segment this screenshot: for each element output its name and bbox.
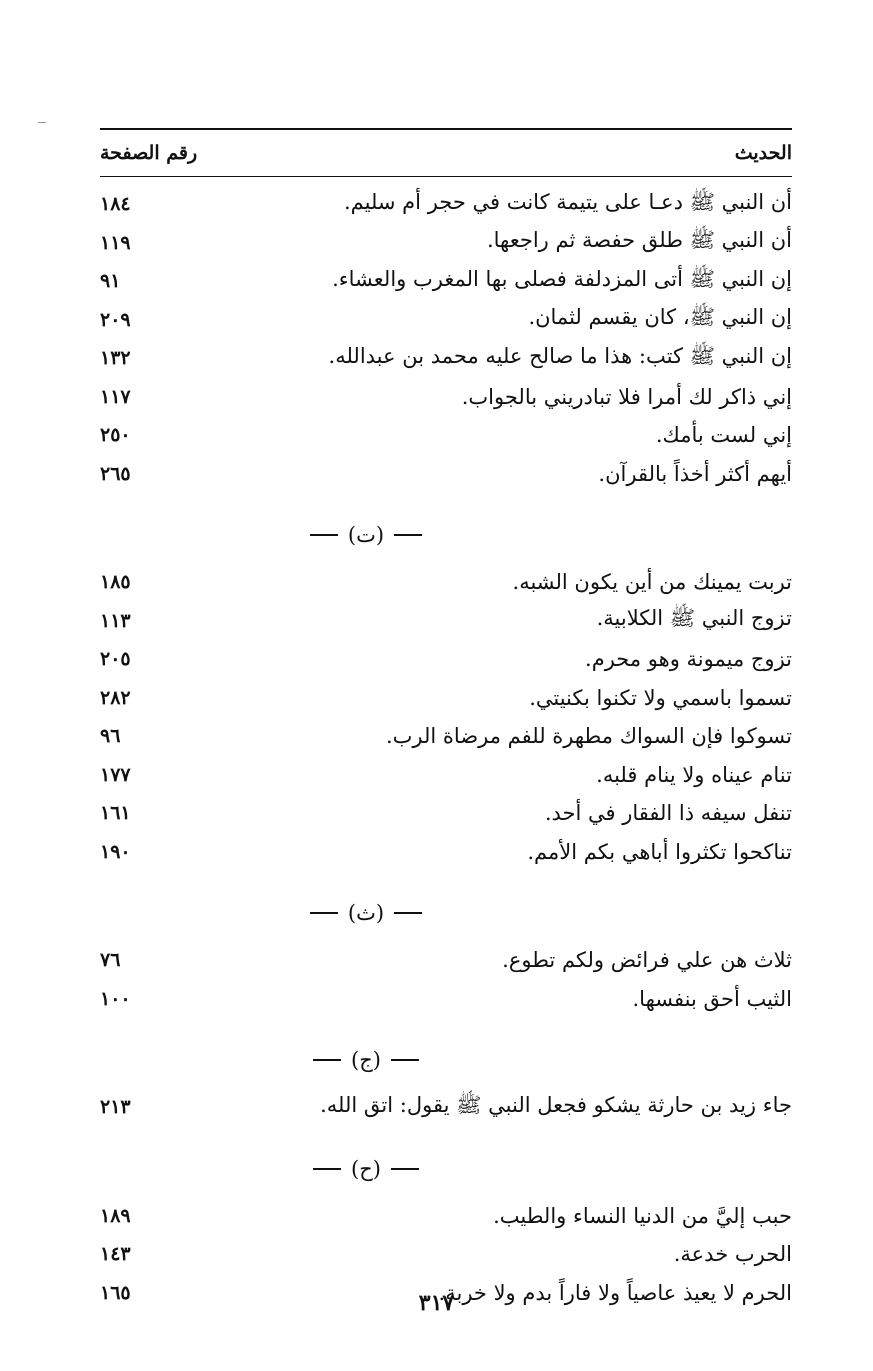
page-ref: ٧٦: [100, 949, 121, 972]
hadith-text: ثلاث هن علي فرائض ولكم تطوع.: [502, 948, 792, 973]
index-row: [100, 980, 792, 1019]
dash-mark: [394, 534, 422, 536]
section-letter: (ث): [347, 901, 385, 925]
section-letter: (ح): [351, 1156, 381, 1181]
index-row: [100, 794, 792, 833]
index-row: [100, 224, 792, 263]
hadith-text: جاء زيد بن حارثة يشكو فجعل النبي ﷺ يقول: اتق الله.: [320, 1092, 792, 1117]
page-ref: ١١٧: [100, 385, 131, 408]
index-row: [100, 339, 792, 378]
page-ref: ١٤٣: [100, 1243, 131, 1266]
index-row: [100, 602, 792, 641]
dash-mark: [310, 534, 338, 536]
page-ref: ١٦١: [100, 802, 131, 825]
section-divider: [100, 1018, 792, 1088]
hadith-text: أيهم أكثر أخذاً بالقرآن.: [598, 461, 792, 486]
section-divider: [100, 871, 792, 941]
hadith-text: تسموا باسمي ولا تكنوا بكنيتي.: [529, 685, 792, 710]
index-page: [100, 128, 792, 1312]
index-row: [100, 416, 792, 455]
hadith-text: أن النبي ﷺ طلق حفصة ثم راجعها.: [486, 228, 792, 253]
index-row: [100, 185, 792, 224]
index-row: [100, 640, 792, 679]
section-letter: (ج): [351, 1048, 381, 1072]
hadith-text: حبب إليَّ من الدنيا النساء والطيب.: [493, 1203, 792, 1228]
section-divider: [100, 1127, 792, 1197]
table-header: [100, 130, 792, 176]
page-ref: ٢٦٥: [100, 462, 131, 485]
index-row: [100, 717, 792, 756]
index-row: [100, 833, 792, 872]
hadith-text: تنام عيناه ولا ينام قلبه.: [596, 762, 792, 787]
page-ref: ٢٨٢: [100, 686, 131, 709]
margin-mark: [38, 122, 46, 123]
index-row: [100, 1088, 792, 1127]
hadith-text: إني لست بأمك.: [655, 423, 792, 448]
hadith-text: تنفل سيفه ذا الفقار في أحد.: [544, 801, 792, 826]
page-ref: ٢٥٠: [100, 424, 131, 447]
index-row: [100, 1235, 792, 1274]
hadith-text: تربت يمينك من أين يكون الشبه.: [512, 570, 792, 595]
index-row: [100, 941, 792, 980]
hadith-text: تناكحوا تكثروا أباهي بكم الأمم.: [527, 839, 792, 864]
dash-mark: [313, 1168, 341, 1170]
dash-mark: [394, 912, 422, 914]
index-row: [100, 262, 792, 301]
hadith-index-list: [100, 185, 792, 1312]
page-ref: ١٧٧: [100, 763, 131, 786]
hadith-text: تزوج النبي ﷺ الكلابية.: [596, 606, 792, 631]
dash-mark: [313, 1059, 341, 1061]
section-divider: [100, 493, 792, 563]
index-row: [100, 679, 792, 718]
page-ref: ١١٩: [100, 231, 131, 254]
hadith-text: إن النبي ﷺ أتى المزدلفة فصلى بها المغرب والعشاء.: [332, 266, 792, 291]
page-ref: ٩١: [100, 270, 121, 293]
page-ref: ١٦٥: [100, 1281, 131, 1304]
index-row: [100, 756, 792, 795]
page-column-heading: رقم الصفحة: [100, 142, 198, 164]
dash-mark: [391, 1059, 419, 1061]
page-ref: ١٣٢: [100, 347, 131, 370]
page-ref: ١٨٩: [100, 1204, 131, 1227]
header-rule: [100, 176, 792, 177]
index-row: [100, 455, 792, 494]
page-ref: ٩٦: [100, 725, 121, 748]
page-ref: ١٠٠: [100, 987, 131, 1010]
page-ref: ١٨٤: [100, 193, 131, 216]
page-ref: ٢١٣: [100, 1096, 131, 1119]
section-letter: (ت): [347, 523, 385, 547]
dash-mark: [391, 1168, 419, 1170]
hadith-text: الحرب خدعة.: [673, 1242, 792, 1267]
index-row: [100, 1197, 792, 1236]
index-row: [100, 563, 792, 602]
hadith-text: أن النبي ﷺ دعـا على يتيمة كانت في حجر أم سليم.: [343, 189, 792, 214]
dash-mark: [310, 912, 338, 914]
hadith-text: تزوج ميمونة وهو محرم.: [585, 647, 792, 672]
page-ref: ٢٠٩: [100, 308, 131, 331]
hadith-text: تسوكوا فإن السواك مطهرة للفم مرضاة الرب.: [385, 724, 792, 749]
hadith-text: الثيب أحق بنفسها.: [632, 986, 792, 1011]
page-ref: ١١٣: [100, 609, 131, 632]
page-ref: ١٩٠: [100, 840, 131, 863]
hadith-text: إن النبي ﷺ، كان يقسم لثمان.: [528, 305, 792, 330]
page-ref: ٢٠٥: [100, 648, 131, 671]
hadith-text: الحرم لا يعيذ عاصياً ولا فاراً بدم ولا خربة.: [438, 1280, 792, 1305]
hadith-column-heading: الحديث: [734, 142, 792, 164]
index-row: [100, 378, 792, 417]
hadith-text: إن النبي ﷺ كتب: هذا ما صالح عليه محمد بن عبدالله.: [328, 343, 792, 368]
page-number: ٣١٧: [418, 1290, 455, 1316]
page-ref: ١٨٥: [100, 571, 131, 594]
hadith-text: إني ذاكر لك أمرا فلا تبادريني بالجواب.: [461, 384, 792, 409]
index-row: [100, 301, 792, 340]
